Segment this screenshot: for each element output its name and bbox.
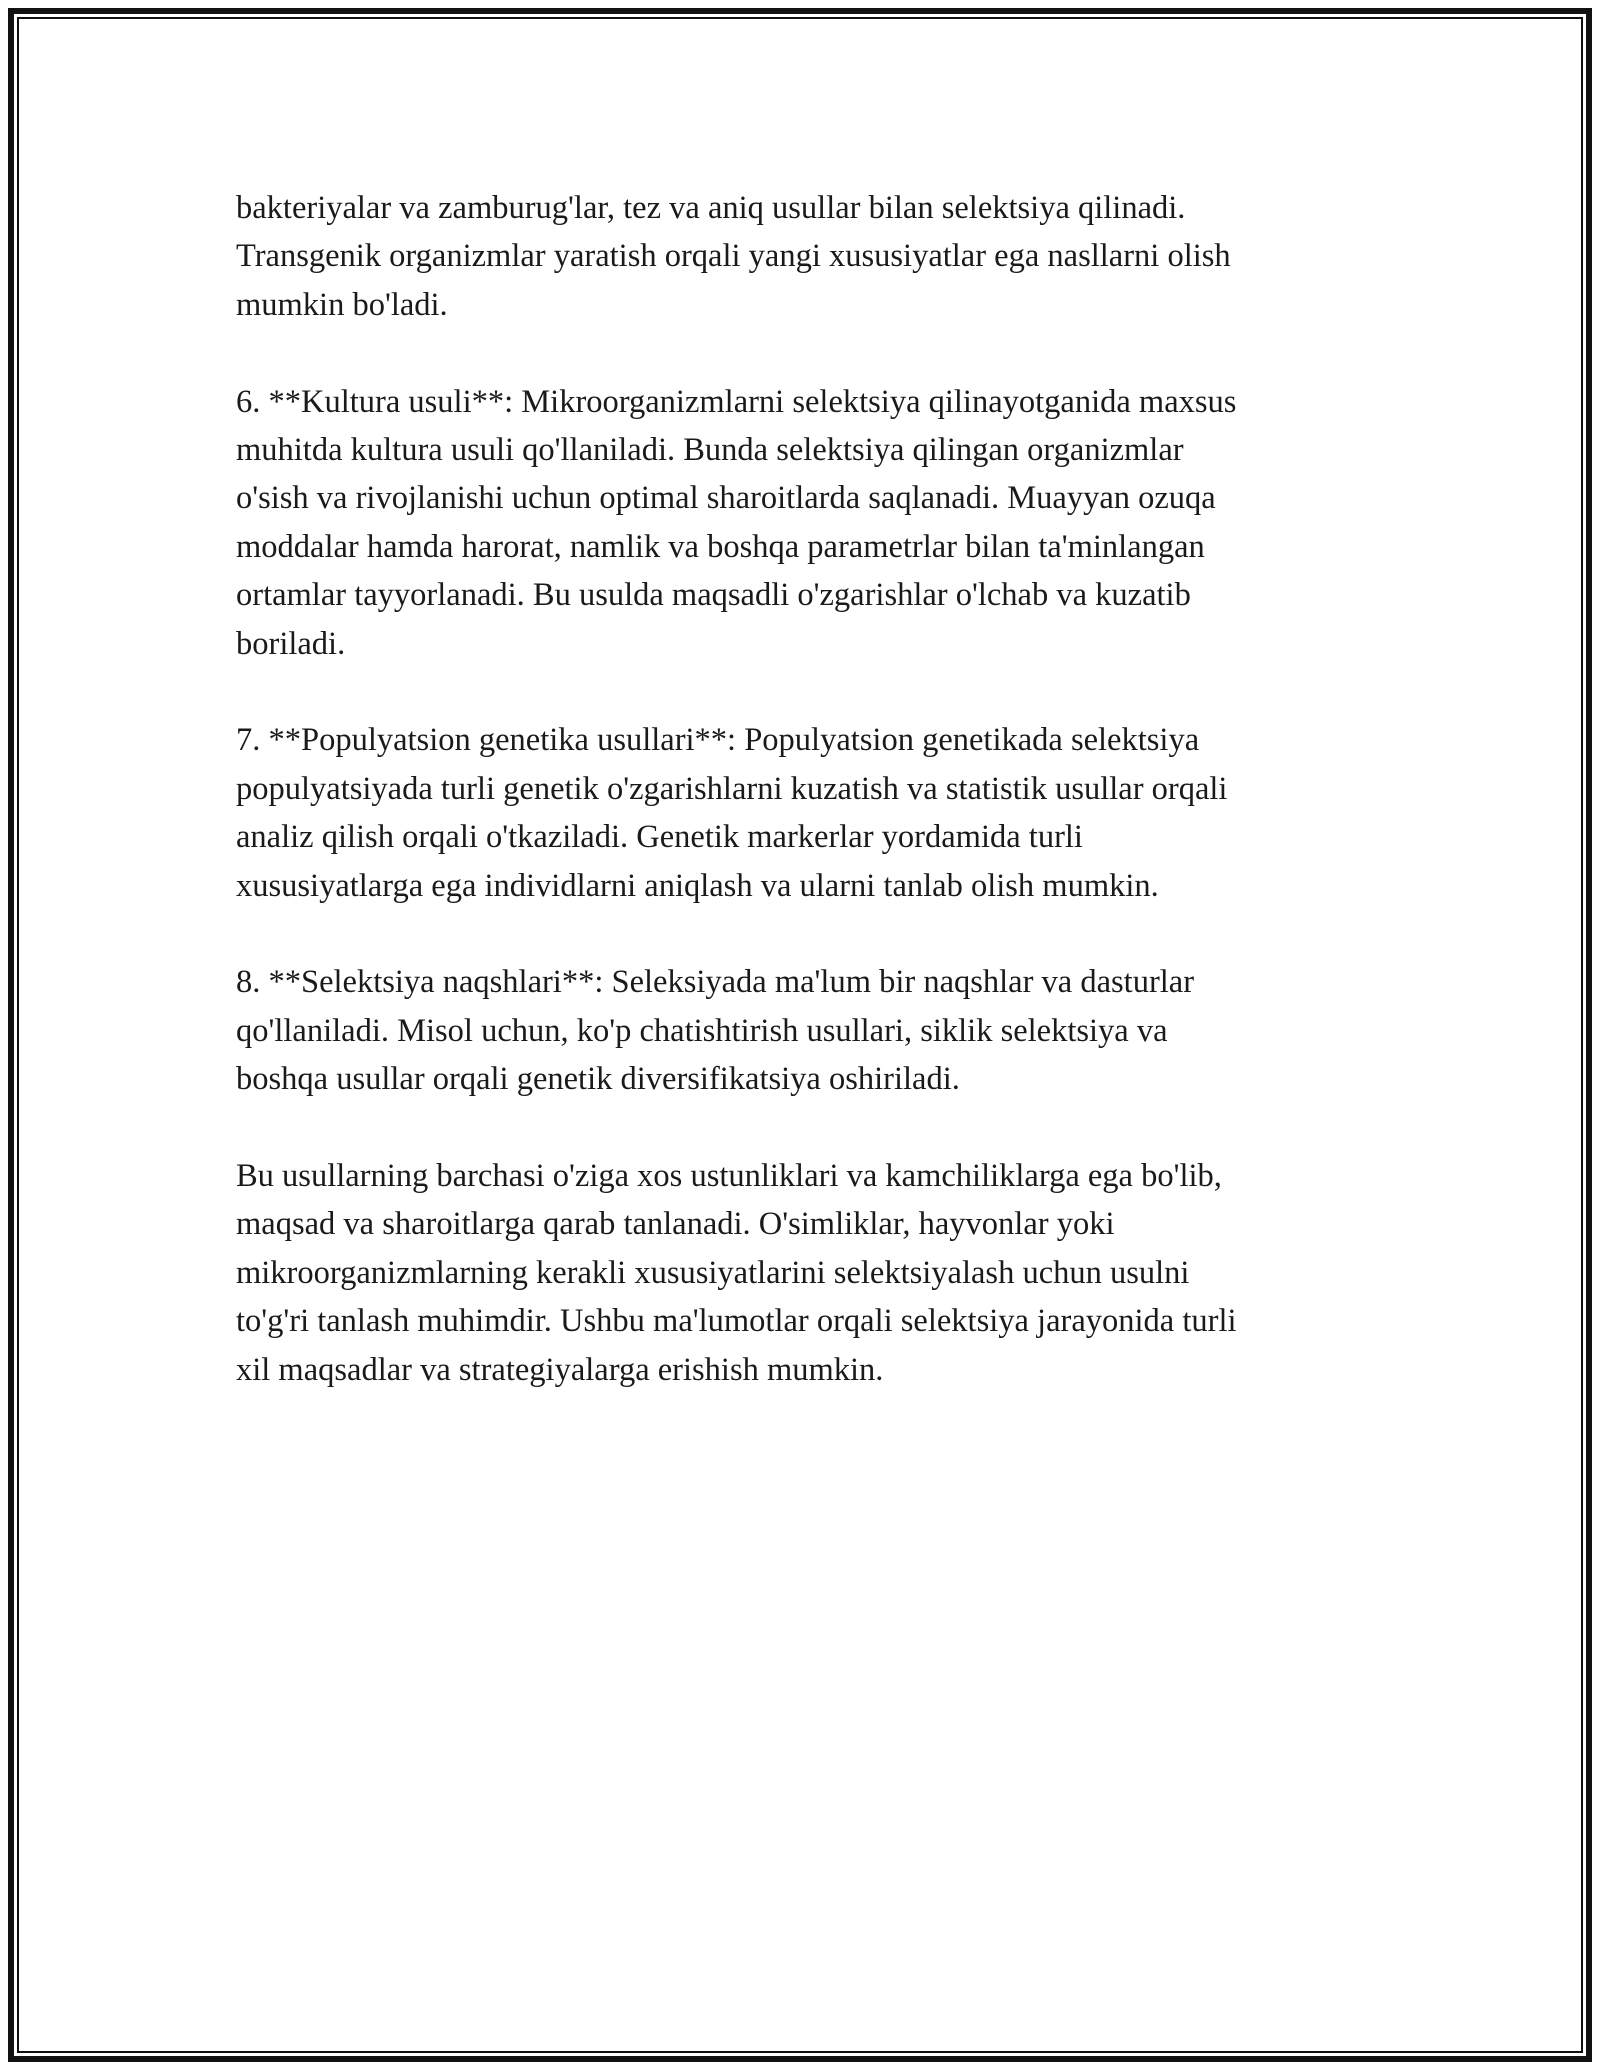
paragraph-bacteria-intro: bakteriyalar va zamburug'lar, tez va aniq usullar bilan selektsiya qilinadi. Transgenik organizmlar yaratish orqali yangi xususiyatlar ega nasllarni olish mumkin bo'ladi. <box>236 190 1231 323</box>
document-body <box>236 184 1376 1442</box>
paragraph-culture-method: 6. **Kultura usuli**: Mikroorganizmlarni selektsiya qilinayotganida maxsus muhitda kultura usuli qo'llaniladi. Bunda selektsiya qilingan organizmlar o'sish va rivojlanishi uchun optimal sharoitlarda saqlanadi. Muayyan ozuqa moddalar hamda harorat, namlik va boshqa parametrlar bilan ta'minlangan ortamlar tayyorlanadi. Bu usulda maqsadli o'zgarishlar o'lchab va kuzatib boriladi. <box>236 383 1237 662</box>
paragraph-selection-patterns: 8. **Selektsiya naqshlari**: Seleksiyada ma'lum bir naqshlar va dasturlar qo'llaniladi. Misol uchun, ko'p chatishtirish usullari, siklik selektsiya va boshqa usullar orqali genetik diversifikatsiya oshiriladi. <box>236 964 1195 1098</box>
paragraph-conclusion: Bu usullarning barchasi o'ziga xos ustunliklari va kamchiliklarga ega bo'lib, maqsad va sharoitlarga qarab tanlanadi. O'simliklar, hayvonlar yoki mikroorganizmlarning kerakli xususiyatlarini selektsiyalash uchun usulni to'g'ri tanlash muhimdir. Ushbu ma'lumotlar orqali selektsiya jarayonida turli xil maqsadlar va strategiyalarga erishish mumkin. <box>236 1158 1237 1388</box>
paragraph-population-genetics: 7. **Populyatsion genetika usullari**: Populyatsion genetikada selektsiya populyatsiyada turli genetik o'zgarishlarni kuzatish va statistik usullar orqali analiz qilish orqali o'tkaziladi. Genetik markerlar yordamida turli xususiyatlarga ega individlarni aniqlash va ularni tanlab olish mumkin. <box>236 722 1228 904</box>
